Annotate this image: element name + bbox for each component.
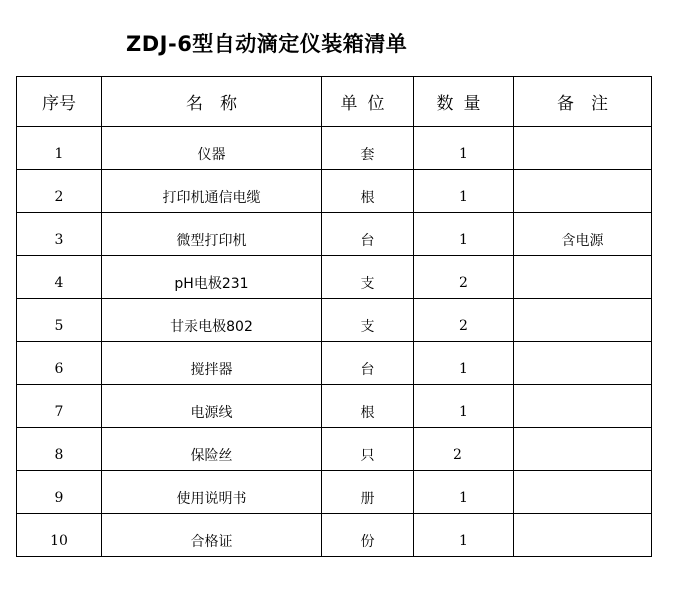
row-name-cell: 仪器	[102, 127, 322, 170]
row-qty-cell: 1	[414, 514, 514, 557]
row-name-cell: pH电极231	[102, 256, 322, 299]
row-note-cell: 含电源	[514, 213, 652, 256]
row-unit-cell: 根	[322, 170, 414, 213]
row-name-cell: 搅拌器	[102, 342, 322, 385]
row-seq-cell: 6	[17, 342, 102, 385]
table-row	[17, 127, 652, 170]
header-qty: 数量	[414, 77, 514, 127]
row-qty-cell: 1	[414, 127, 514, 170]
header-seq: 序号	[17, 77, 102, 127]
header-unit: 单位	[322, 77, 414, 127]
row-note-cell	[514, 299, 652, 342]
row-note-cell	[514, 170, 652, 213]
table-body	[17, 127, 652, 557]
row-qty-cell: 1	[414, 385, 514, 428]
row-name-cell: 合格证	[102, 514, 322, 557]
row-seq-cell: 10	[17, 514, 102, 557]
table-row	[17, 514, 652, 557]
table-row	[17, 342, 652, 385]
table-row	[17, 256, 652, 299]
row-unit-cell: 册	[322, 471, 414, 514]
header-row	[17, 77, 652, 127]
row-name-cell: 微型打印机	[102, 213, 322, 256]
row-name-cell: 甘汞电极802	[102, 299, 322, 342]
row-note-cell	[514, 385, 652, 428]
row-unit-cell: 支	[322, 299, 414, 342]
row-note-cell	[514, 471, 652, 514]
table-row	[17, 428, 652, 471]
row-seq-cell: 3	[17, 213, 102, 256]
row-name-cell: 打印机通信电缆	[102, 170, 322, 213]
row-note-cell	[514, 428, 652, 471]
table-row	[17, 170, 652, 213]
row-unit-cell: 台	[322, 213, 414, 256]
row-qty-cell: 2	[414, 428, 514, 471]
row-note-cell	[514, 514, 652, 557]
row-seq-cell: 4	[17, 256, 102, 299]
row-unit-cell: 支	[322, 256, 414, 299]
row-qty-cell: 2	[414, 299, 514, 342]
row-seq-cell: 5	[17, 299, 102, 342]
row-seq-cell: 2	[17, 170, 102, 213]
table-row	[17, 471, 652, 514]
row-seq-cell: 1	[17, 127, 102, 170]
table-row	[17, 385, 652, 428]
row-qty-cell: 1	[414, 471, 514, 514]
packing-list-table	[16, 76, 652, 557]
table-row	[17, 213, 652, 256]
header-note: 备 注	[514, 77, 652, 127]
row-name-cell: 保险丝	[102, 428, 322, 471]
document-title: ZDJ-6型自动滴定仪装箱清单	[126, 32, 408, 56]
row-seq-cell: 9	[17, 471, 102, 514]
row-qty-cell: 1	[414, 213, 514, 256]
row-qty-cell: 1	[414, 342, 514, 385]
row-name-cell: 电源线	[102, 385, 322, 428]
row-qty-cell: 2	[414, 256, 514, 299]
row-unit-cell: 台	[322, 342, 414, 385]
table-row	[17, 299, 652, 342]
row-unit-cell: 套	[322, 127, 414, 170]
row-qty-cell: 1	[414, 170, 514, 213]
row-unit-cell: 份	[322, 514, 414, 557]
row-seq-cell: 8	[17, 428, 102, 471]
row-seq-cell: 7	[17, 385, 102, 428]
header-name: 名 称	[102, 77, 322, 127]
row-name-cell: 使用说明书	[102, 471, 322, 514]
row-unit-cell: 只	[322, 428, 414, 471]
row-note-cell	[514, 342, 652, 385]
row-note-cell	[514, 127, 652, 170]
row-note-cell	[514, 256, 652, 299]
row-unit-cell: 根	[322, 385, 414, 428]
